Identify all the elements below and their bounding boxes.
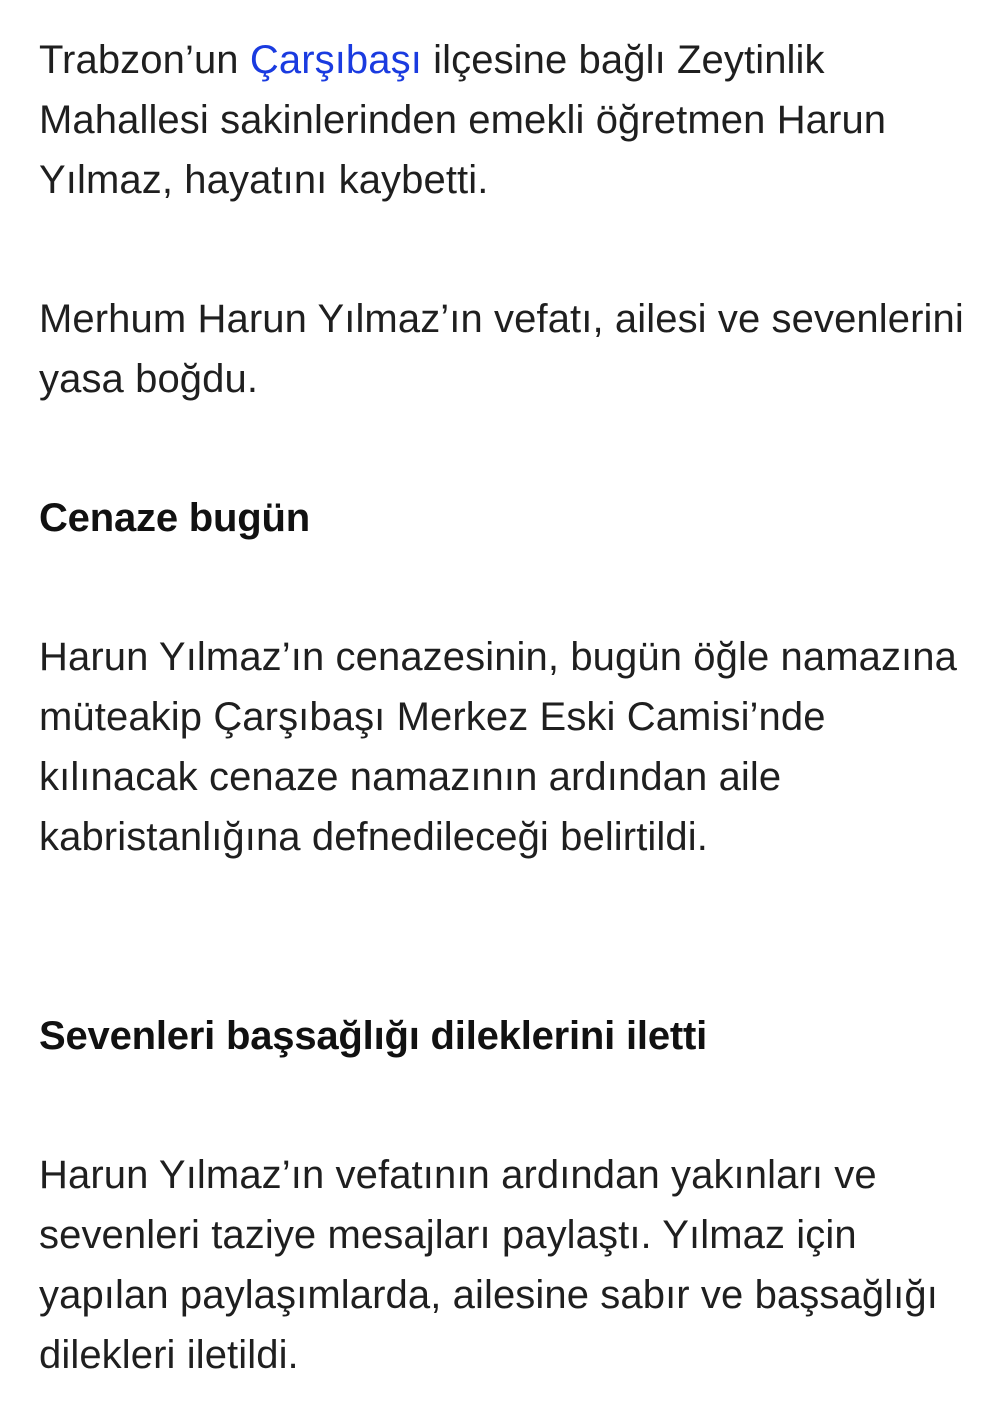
article-paragraph-intro bbox=[39, 30, 969, 210]
section-heading-condolences: Sevenleri başsağlığı dileklerini iletti bbox=[39, 1014, 708, 1058]
intro-text-start: Trabzon’un bbox=[39, 38, 250, 82]
article-paragraph-2: Merhum Harun Yılmaz’ın vefatı, ailesi ve sevenlerini yasa boğdu. bbox=[39, 297, 964, 401]
article-paragraph-3: Harun Yılmaz’ın cenazesinin, bugün öğle namazına müteakip Çarşıbaşı Merkez Eski Camisi’nde kılınacak cenaze namazının ardından aile kabristanlığına defnedileceği belirtildi. bbox=[39, 635, 957, 859]
article-paragraph-4: Harun Yılmaz’ın vefatının ardından yakınları ve sevenleri taziye mesajları paylaştı. Yılmaz için yapılan paylaşımlarda, ailesine sabır ve başsağlığı dilekleri iletildi. bbox=[39, 1153, 938, 1377]
intro-text-end: ilçesine bağlı Zeytinlik Mahallesi sakinlerinden emekli öğretmen Harun Yılmaz, hayatını kaybetti. bbox=[39, 38, 887, 202]
section-heading-funeral: Cenaze bugün bbox=[39, 496, 310, 540]
location-link-carsibasi[interactable]: Çarşıbaşı bbox=[249, 38, 422, 82]
